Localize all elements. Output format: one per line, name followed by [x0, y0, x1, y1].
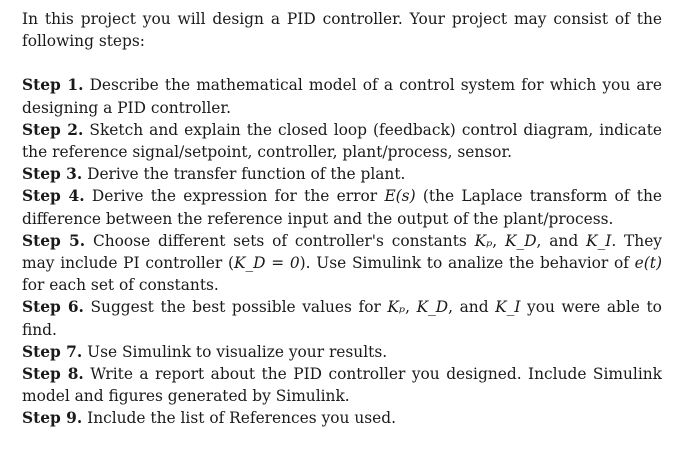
step-text: Derive the transfer function of the plant. — [87, 165, 406, 184]
math-ki: K_I — [495, 298, 521, 317]
step-text: Derive the expression for the error — [91, 187, 378, 206]
step-9 — [22, 407, 662, 429]
step-text: Write a report about the PID controller you designed. Include Simulink model and figures generated by Simulink. — [22, 365, 662, 406]
step-label: Step 4. — [22, 187, 85, 206]
step-text: Choose different sets of controller's constants — [92, 231, 467, 250]
math-ki: K_I — [586, 231, 612, 250]
step-text: Sketch and explain the closed loop (feedback) control diagram, indicate the reference signal/setpoint, controller, plant/process, sensor. — [22, 120, 662, 162]
step-text: Suggest the best possible values for — [90, 298, 381, 317]
step-text: (the Laplace transform of the difference between the reference input and the output of the plant/process. — [22, 187, 662, 228]
separator: , — [492, 231, 498, 250]
intro-paragraph: In this project you will design a PID controller. Your project may consist of the following steps: — [22, 10, 662, 51]
step-2 — [22, 119, 662, 163]
step-5 — [22, 230, 662, 297]
math-kp: Kₚ — [387, 298, 406, 317]
step-text: . They may include PI controller ( — [22, 231, 662, 273]
math-kd: K_D — [505, 231, 537, 250]
math-error-expression: E(s) — [384, 187, 416, 206]
step-1 — [22, 74, 662, 118]
step-7 — [22, 341, 662, 363]
step-text: ). Use Simulink to analize the behavior of — [299, 254, 629, 273]
step-3 — [22, 163, 662, 185]
separator: , — [405, 298, 410, 317]
step-label: Step 1. — [22, 76, 84, 95]
step-text: Describe the mathematical model of a control system for which you are designing a PID controller. — [22, 76, 662, 117]
separator: , and — [536, 231, 579, 250]
step-8 — [22, 363, 662, 407]
step-label: Step 2. — [22, 120, 84, 139]
math-error-time: e(t) — [634, 254, 662, 273]
step-label: Step 9. — [22, 409, 83, 428]
math-kp: Kₚ — [474, 231, 493, 250]
step-6 — [22, 296, 662, 340]
step-label: Step 6. — [22, 298, 84, 317]
step-label: Step 8. — [22, 365, 84, 384]
step-label: Step 3. — [22, 165, 83, 184]
step-text: you were able to find. — [22, 298, 662, 339]
step-text: Include the list of References you used. — [87, 409, 397, 428]
step-label: Step 7. — [22, 342, 83, 361]
math-kd-zero: K_D = 0 — [233, 254, 300, 273]
step-label: Step 5. — [22, 231, 86, 250]
document-body — [22, 8, 662, 430]
math-kd: K_D — [416, 298, 449, 317]
step-text: for each set of constants. — [22, 276, 219, 295]
separator: , and — [448, 298, 489, 317]
step-text: Use Simulink to visualize your results. — [87, 342, 388, 361]
step-4 — [22, 185, 662, 229]
